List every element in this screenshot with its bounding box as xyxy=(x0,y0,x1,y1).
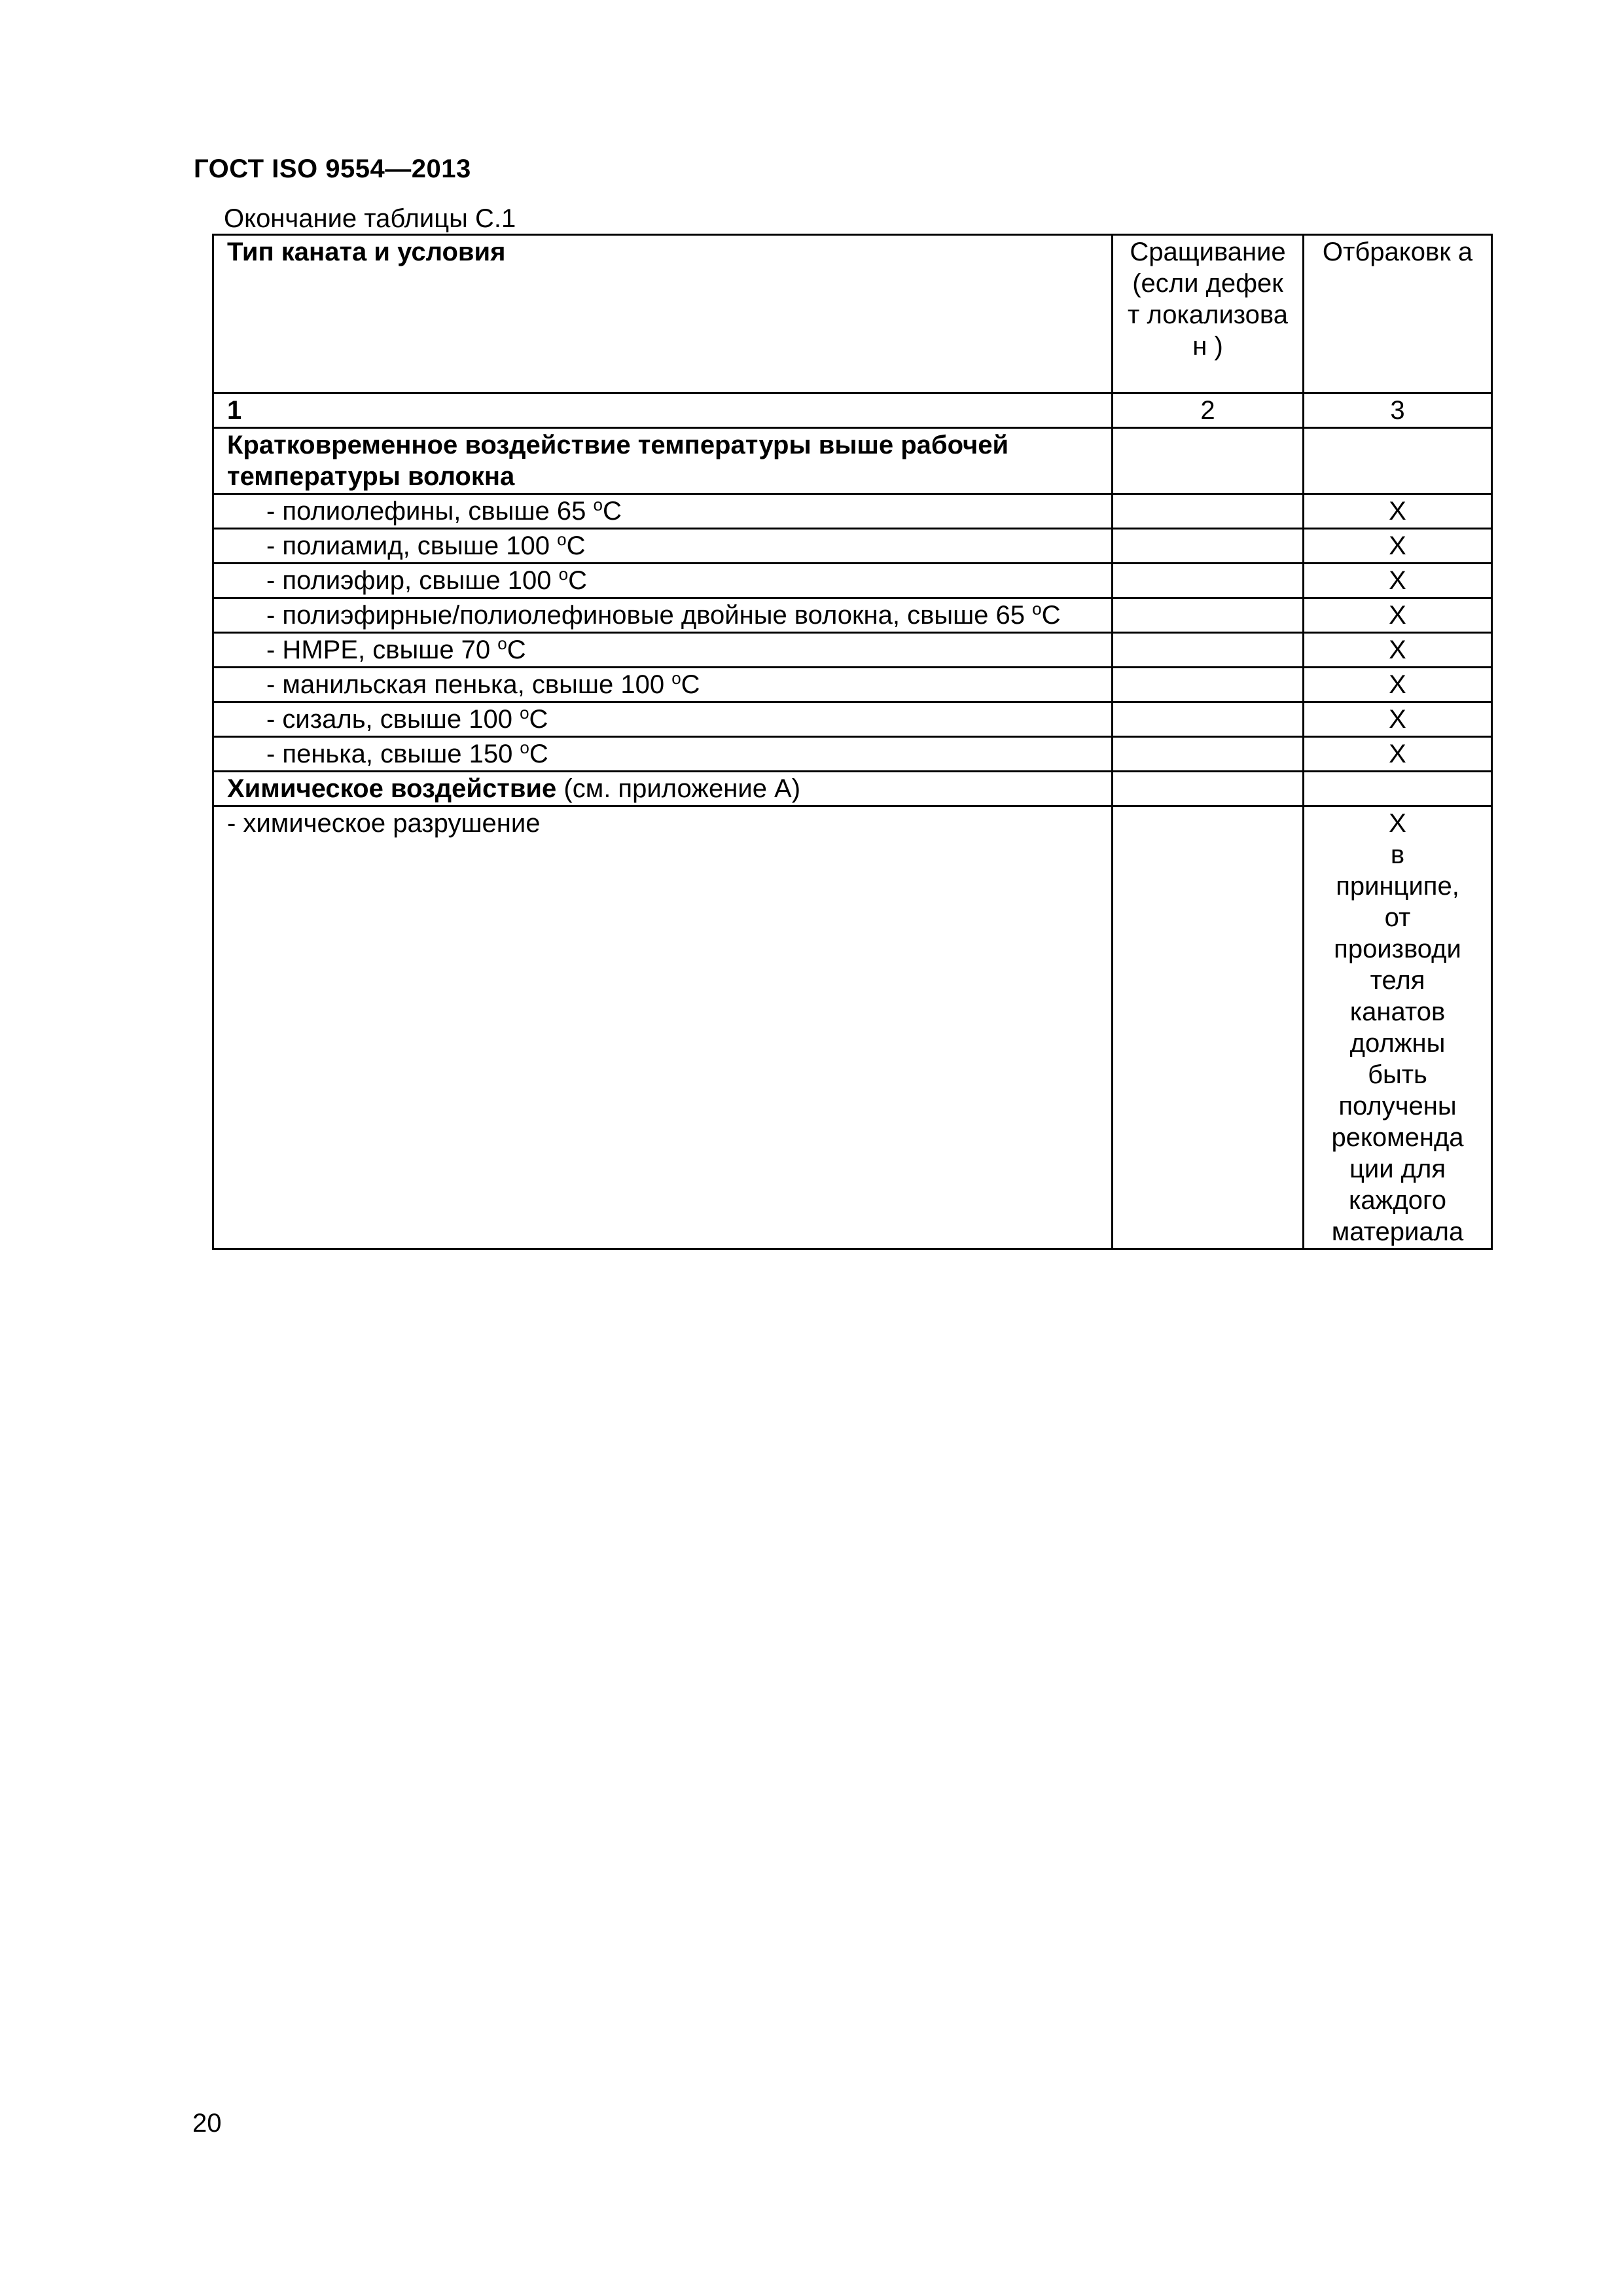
table-row xyxy=(213,564,1492,598)
note-line: теля xyxy=(1370,966,1425,995)
splicing-cell xyxy=(1113,737,1304,772)
table-row xyxy=(213,529,1492,564)
splicing-cell xyxy=(1113,668,1304,702)
note-line: должны xyxy=(1349,1029,1446,1058)
note-line: материала xyxy=(1331,1217,1464,1246)
discard-mark: X xyxy=(1304,598,1492,633)
condition-text: - полиолефины, свыше 65 xyxy=(266,497,594,526)
condition-cell xyxy=(213,494,1113,529)
section-temperature-col2 xyxy=(1113,428,1304,494)
section-chemical-col3 xyxy=(1304,772,1492,806)
header-rope-type: Тип каната и условия xyxy=(213,235,1113,393)
degree-sign: o xyxy=(520,738,529,757)
splicing-cell xyxy=(1113,702,1304,737)
table-row xyxy=(213,494,1492,529)
discard-mark: X xyxy=(1304,494,1492,529)
condition-text: - сизаль, свыше 100 xyxy=(266,705,520,734)
table-row xyxy=(213,737,1492,772)
condition-cell xyxy=(213,564,1113,598)
discard-note-cell xyxy=(1304,806,1492,1249)
section-row-chemical xyxy=(213,772,1492,806)
splicing-cell xyxy=(1113,529,1304,564)
splicing-cell xyxy=(1113,564,1304,598)
note-line: рекоменда xyxy=(1331,1123,1464,1152)
table-row xyxy=(213,598,1492,633)
note-line: ции для xyxy=(1349,1155,1446,1183)
unit-text: C xyxy=(1041,601,1061,630)
condition-cell xyxy=(213,598,1113,633)
condition-text: - полиэфирные/полиолефиновые двойные волокна, свыше 65 xyxy=(266,601,1033,630)
column-number-row xyxy=(213,393,1492,428)
table-caption: Окончание таблицы С.1 xyxy=(224,204,516,233)
splicing-cell xyxy=(1113,598,1304,633)
splicing-cell xyxy=(1113,494,1304,529)
discard-mark: X xyxy=(1304,737,1492,772)
note-line: канатов xyxy=(1349,997,1446,1026)
note-line: в xyxy=(1390,840,1405,869)
degree-sign: o xyxy=(497,634,507,653)
degree-sign: o xyxy=(557,529,567,549)
table-row xyxy=(213,633,1492,668)
page-number: 20 xyxy=(192,2109,222,2138)
unit-text: C xyxy=(529,705,548,734)
note-line: быть xyxy=(1368,1060,1427,1089)
section-title-chemical-bold: Химическое воздействие xyxy=(227,774,557,803)
rope-discard-table xyxy=(212,234,1493,1250)
discard-mark: X xyxy=(1304,633,1492,668)
degree-sign: o xyxy=(520,703,529,723)
unit-text: C xyxy=(681,670,700,699)
note-line: производи xyxy=(1334,935,1461,963)
degree-sign: o xyxy=(558,564,569,584)
section-title-temperature: Кратковременное воздействие температуры выше рабочей температуры волокна xyxy=(213,428,1113,494)
unit-text: C xyxy=(507,636,526,664)
header-splicing: Сращивание (если дефект локализован ) xyxy=(1113,235,1304,393)
condition-text: - HMPE, свыше 70 xyxy=(266,636,498,664)
condition-cell xyxy=(213,702,1113,737)
note-line: принципе, xyxy=(1336,872,1459,901)
table-header-row xyxy=(213,235,1492,393)
condition-cell xyxy=(213,737,1113,772)
splicing-cell xyxy=(1113,633,1304,668)
document-header: ГОСТ ISO 9554—2013 xyxy=(194,154,471,183)
condition-cell xyxy=(213,529,1113,564)
table-row xyxy=(213,702,1492,737)
condition-text: - пенька, свыше 150 xyxy=(266,740,520,768)
column-number-2: 2 xyxy=(1113,393,1304,428)
discard-mark: X xyxy=(1304,529,1492,564)
discard-mark: X xyxy=(1304,702,1492,737)
degree-sign: o xyxy=(671,668,681,688)
note-line: от xyxy=(1384,903,1411,932)
table-row xyxy=(213,806,1492,1249)
note-line: получены xyxy=(1338,1092,1457,1121)
header-discard: Отбраковк а xyxy=(1304,235,1492,393)
condition-cell xyxy=(213,668,1113,702)
section-chemical-col2 xyxy=(1113,772,1304,806)
discard-mark: X xyxy=(1304,564,1492,598)
splicing-cell xyxy=(1113,806,1304,1249)
section-row-temperature xyxy=(213,428,1492,494)
condition-cell: - химическое разрушение xyxy=(213,806,1113,1249)
table-row xyxy=(213,668,1492,702)
degree-sign: o xyxy=(593,495,603,514)
condition-cell xyxy=(213,633,1113,668)
unit-text: C xyxy=(566,531,586,560)
unit-text: C xyxy=(529,740,548,768)
column-number-1: 1 xyxy=(213,393,1113,428)
discard-mark: X xyxy=(1304,668,1492,702)
condition-text: - манильская пенька, свыше 100 xyxy=(266,670,672,699)
unit-text: C xyxy=(568,566,587,595)
condition-text: - полиэфир, свыше 100 xyxy=(266,566,559,595)
section-temperature-col3 xyxy=(1304,428,1492,494)
note-line: каждого xyxy=(1349,1186,1446,1215)
condition-text: - полиамид, свыше 100 xyxy=(266,531,558,560)
degree-sign: o xyxy=(1032,599,1042,619)
section-title-chemical xyxy=(213,772,1113,806)
discard-mark: X xyxy=(1389,809,1406,838)
column-number-3: 3 xyxy=(1304,393,1492,428)
unit-text: C xyxy=(602,497,622,526)
section-title-chemical-rest: (см. приложение А) xyxy=(556,774,801,803)
